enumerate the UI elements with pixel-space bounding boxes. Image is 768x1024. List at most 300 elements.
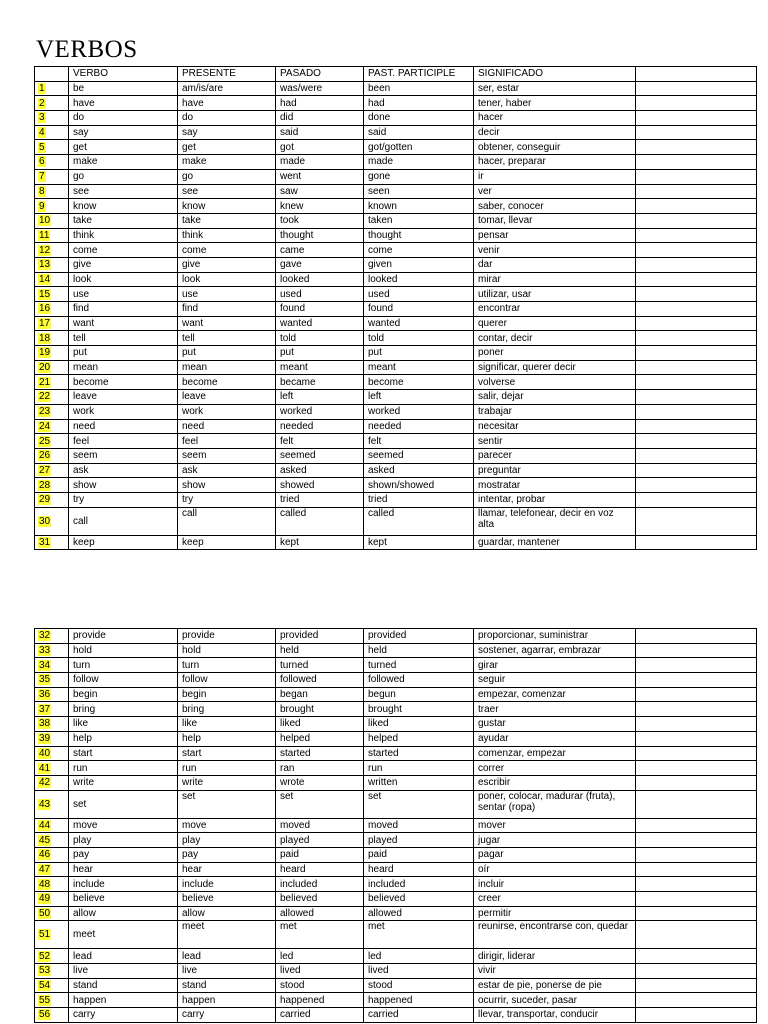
cell-past-participle: happened — [364, 993, 474, 1008]
cell-past: allowed — [276, 906, 364, 921]
cell-present: allow — [178, 906, 276, 921]
cell-present: turn — [178, 658, 276, 673]
cell-past-participle: given — [364, 257, 474, 272]
cell-past-participle: looked — [364, 272, 474, 287]
cell-past: played — [276, 833, 364, 848]
row-number-highlight: 27 — [39, 464, 51, 476]
table-row — [35, 287, 757, 302]
cell-verb: find — [69, 302, 178, 317]
cell-present: bring — [178, 702, 276, 717]
cell-past: used — [276, 287, 364, 302]
cell-past-participle: told — [364, 331, 474, 346]
cell-past-participle: gone — [364, 169, 474, 184]
cell-past: seemed — [276, 448, 364, 463]
cell-extra — [636, 790, 757, 818]
cell-extra — [636, 862, 757, 877]
cell-present: seem — [178, 448, 276, 463]
cell-verb: hold — [69, 643, 178, 658]
cell-verb: show — [69, 478, 178, 493]
cell-past: looked — [276, 272, 364, 287]
row-number-highlight: 53 — [39, 965, 51, 977]
cell-extra — [636, 213, 757, 228]
cell-meaning: jugar — [474, 833, 636, 848]
cell-past-participle: seemed — [364, 448, 474, 463]
table-row — [35, 790, 757, 818]
cell-extra — [636, 964, 757, 979]
cell-past: left — [276, 390, 364, 405]
cell-extra — [636, 434, 757, 449]
cell-extra — [636, 331, 757, 346]
cell-extra — [636, 761, 757, 776]
cell-past: needed — [276, 419, 364, 434]
cell-past: asked — [276, 463, 364, 478]
cell-present: take — [178, 213, 276, 228]
cell-present: provide — [178, 629, 276, 644]
table-row — [35, 978, 757, 993]
row-number-highlight: 38 — [39, 718, 51, 730]
cell-present: ask — [178, 463, 276, 478]
table-row — [35, 492, 757, 507]
cell-extra — [636, 184, 757, 199]
table-row — [35, 448, 757, 463]
cell-meaning: volverse — [474, 375, 636, 390]
cell-row-number — [35, 111, 69, 126]
row-number-highlight: 48 — [39, 878, 51, 890]
cell-row-number — [35, 419, 69, 434]
cell-past: heard — [276, 862, 364, 877]
cell-present: stand — [178, 978, 276, 993]
cell-present: start — [178, 746, 276, 761]
cell-verb: set — [69, 790, 178, 818]
cell-meaning: sentir — [474, 434, 636, 449]
cell-extra — [636, 847, 757, 862]
cell-past: wanted — [276, 316, 364, 331]
cell-meaning: contar, decir — [474, 331, 636, 346]
cell-meaning: guardar, mantener — [474, 535, 636, 550]
cell-row-number — [35, 302, 69, 317]
cell-present: follow — [178, 673, 276, 688]
cell-verb: hear — [69, 862, 178, 877]
cell-row-number — [35, 346, 69, 361]
cell-meaning: preguntar — [474, 463, 636, 478]
cell-present: get — [178, 140, 276, 155]
cell-past-participle: helped — [364, 731, 474, 746]
cell-past: said — [276, 125, 364, 140]
cell-verb: come — [69, 243, 178, 258]
cell-past: came — [276, 243, 364, 258]
table-row — [35, 375, 757, 390]
cell-row-number — [35, 448, 69, 463]
cell-past: went — [276, 169, 364, 184]
cell-verb: go — [69, 169, 178, 184]
table-row — [35, 419, 757, 434]
cell-verb: allow — [69, 906, 178, 921]
cell-meaning: decir — [474, 125, 636, 140]
cell-present: use — [178, 287, 276, 302]
cell-past: met — [276, 921, 364, 949]
cell-row-number — [35, 463, 69, 478]
cell-past: meant — [276, 360, 364, 375]
cell-row-number — [35, 228, 69, 243]
row-number-highlight: 15 — [39, 288, 51, 300]
cell-row-number — [35, 847, 69, 862]
cell-row-number — [35, 673, 69, 688]
cell-verb: get — [69, 140, 178, 155]
cell-verb: know — [69, 199, 178, 214]
cell-meaning: hacer, preparar — [474, 155, 636, 170]
row-number-highlight: 52 — [39, 950, 51, 962]
table-row — [35, 921, 757, 949]
row-number-highlight: 20 — [39, 362, 51, 374]
cell-past: called — [276, 507, 364, 535]
verbs-table-1 — [34, 66, 757, 550]
cell-past-participle: said — [364, 125, 474, 140]
row-number-highlight: 40 — [39, 747, 51, 759]
row-number-highlight: 10 — [39, 215, 51, 227]
cell-verb: stand — [69, 978, 178, 993]
cell-meaning: reunirse, encontrarse con, quedar — [474, 921, 636, 949]
cell-past-participle: started — [364, 746, 474, 761]
cell-extra — [636, 775, 757, 790]
cell-present: come — [178, 243, 276, 258]
cell-past: had — [276, 96, 364, 111]
cell-past: got — [276, 140, 364, 155]
cell-meaning: poner, colocar, madurar (fruta), sentar (ropa) — [474, 790, 636, 818]
cell-row-number — [35, 643, 69, 658]
cell-present: work — [178, 404, 276, 419]
cell-extra — [636, 463, 757, 478]
cell-present: like — [178, 717, 276, 732]
row-number-highlight: 5 — [39, 141, 45, 153]
cell-row-number — [35, 978, 69, 993]
row-number-highlight: 47 — [39, 863, 51, 875]
row-number-highlight: 21 — [39, 376, 51, 388]
cell-past: showed — [276, 478, 364, 493]
cell-past-participle: begun — [364, 687, 474, 702]
cell-row-number — [35, 434, 69, 449]
cell-past: held — [276, 643, 364, 658]
table-row — [35, 302, 757, 317]
cell-past-participle: tried — [364, 492, 474, 507]
cell-row-number — [35, 818, 69, 833]
row-number-highlight: 25 — [39, 435, 51, 447]
cell-meaning: poner — [474, 346, 636, 361]
cell-meaning: traer — [474, 702, 636, 717]
row-number-highlight: 9 — [39, 200, 45, 212]
cell-meaning: sostener, agarrar, embrazar — [474, 643, 636, 658]
cell-verb: look — [69, 272, 178, 287]
cell-extra — [636, 81, 757, 96]
row-number-highlight: 7 — [39, 171, 45, 183]
cell-present: keep — [178, 535, 276, 550]
row-number-highlight: 51 — [39, 929, 51, 941]
cell-row-number — [35, 1008, 69, 1023]
cell-past: included — [276, 877, 364, 892]
cell-verb: carry — [69, 1008, 178, 1023]
table-row — [35, 155, 757, 170]
cell-extra — [636, 375, 757, 390]
cell-verb: become — [69, 375, 178, 390]
table-row — [35, 111, 757, 126]
cell-past: helped — [276, 731, 364, 746]
cell-meaning: necesitar — [474, 419, 636, 434]
cell-meaning: mostratar — [474, 478, 636, 493]
table-row — [35, 673, 757, 688]
cell-verb: call — [69, 507, 178, 535]
cell-row-number — [35, 687, 69, 702]
cell-meaning: encontrar — [474, 302, 636, 317]
row-number-highlight: 26 — [39, 450, 51, 462]
table-row — [35, 463, 757, 478]
table-header-row — [35, 67, 757, 82]
row-number-highlight: 46 — [39, 849, 51, 861]
cell-past-participle: led — [364, 949, 474, 964]
table-row — [35, 775, 757, 790]
cell-meaning: proporcionar, suministrar — [474, 629, 636, 644]
verbs-table-2 — [34, 628, 757, 1023]
cell-present: set — [178, 790, 276, 818]
cell-meaning: tener, haber — [474, 96, 636, 111]
cell-extra — [636, 629, 757, 644]
cell-present: pay — [178, 847, 276, 862]
cell-present: call — [178, 507, 276, 535]
cell-row-number — [35, 492, 69, 507]
cell-meaning: estar de pie, ponerse de pie — [474, 978, 636, 993]
cell-past-participle: thought — [364, 228, 474, 243]
cell-extra — [636, 643, 757, 658]
cell-present: make — [178, 155, 276, 170]
row-number-highlight: 11 — [39, 229, 50, 241]
document-title: VERBOS — [36, 36, 138, 63]
cell-present: happen — [178, 993, 276, 1008]
row-number-highlight: 12 — [39, 244, 51, 256]
cell-row-number — [35, 906, 69, 921]
cell-past-participle: stood — [364, 978, 474, 993]
row-number-highlight: 17 — [39, 318, 51, 330]
cell-present: help — [178, 731, 276, 746]
row-number-highlight: 31 — [39, 536, 51, 548]
cell-row-number — [35, 478, 69, 493]
cell-row-number — [35, 140, 69, 155]
table-row — [35, 478, 757, 493]
cell-verb: help — [69, 731, 178, 746]
cell-past: turned — [276, 658, 364, 673]
cell-verb: feel — [69, 434, 178, 449]
cell-extra — [636, 906, 757, 921]
cell-past-participle: brought — [364, 702, 474, 717]
cell-meaning: seguir — [474, 673, 636, 688]
row-number-highlight: 8 — [39, 185, 45, 197]
cell-extra — [636, 746, 757, 761]
cell-meaning: mirar — [474, 272, 636, 287]
cell-past-participle: set — [364, 790, 474, 818]
cell-extra — [636, 199, 757, 214]
cell-present: hear — [178, 862, 276, 877]
table-row — [35, 643, 757, 658]
cell-extra — [636, 877, 757, 892]
cell-extra — [636, 287, 757, 302]
row-number-highlight: 13 — [39, 259, 51, 271]
cell-past: put — [276, 346, 364, 361]
row-number-highlight: 4 — [39, 127, 45, 139]
table-row — [35, 331, 757, 346]
row-number-highlight: 35 — [39, 674, 51, 686]
cell-extra — [636, 302, 757, 317]
cell-verb: leave — [69, 390, 178, 405]
table-row — [35, 169, 757, 184]
cell-extra — [636, 125, 757, 140]
row-number-highlight: 24 — [39, 420, 51, 432]
cell-extra — [636, 243, 757, 258]
cell-past-participle: needed — [364, 419, 474, 434]
row-number-highlight: 30 — [39, 515, 51, 527]
cell-past-participle: liked — [364, 717, 474, 732]
cell-past-participle: known — [364, 199, 474, 214]
cell-verb: like — [69, 717, 178, 732]
row-number-highlight: 37 — [39, 703, 51, 715]
cell-present: give — [178, 257, 276, 272]
cell-row-number — [35, 375, 69, 390]
cell-past: carried — [276, 1008, 364, 1023]
cell-meaning: significar, querer decir — [474, 360, 636, 375]
cell-row-number — [35, 949, 69, 964]
cell-present: begin — [178, 687, 276, 702]
header-extra — [636, 67, 757, 82]
cell-row-number — [35, 717, 69, 732]
cell-meaning: hacer — [474, 111, 636, 126]
cell-meaning: utilizar, usar — [474, 287, 636, 302]
table-row — [35, 833, 757, 848]
cell-extra — [636, 346, 757, 361]
cell-meaning: llamar, telefonear, decir en voz alta — [474, 507, 636, 535]
row-number-highlight: 18 — [39, 332, 51, 344]
cell-extra — [636, 111, 757, 126]
cell-row-number — [35, 629, 69, 644]
cell-verb: ask — [69, 463, 178, 478]
cell-meaning: mover — [474, 818, 636, 833]
cell-present: show — [178, 478, 276, 493]
cell-verb: take — [69, 213, 178, 228]
table-row — [35, 949, 757, 964]
cell-extra — [636, 731, 757, 746]
cell-present: know — [178, 199, 276, 214]
cell-verb: follow — [69, 673, 178, 688]
cell-past-participle: allowed — [364, 906, 474, 921]
cell-extra — [636, 96, 757, 111]
row-number-highlight: 49 — [39, 893, 51, 905]
table-row — [35, 761, 757, 776]
table-row — [35, 717, 757, 732]
table-row — [35, 434, 757, 449]
cell-past-participle: used — [364, 287, 474, 302]
cell-present: tell — [178, 331, 276, 346]
row-number-highlight: 33 — [39, 645, 51, 657]
cell-present: hold — [178, 643, 276, 658]
table-row — [35, 140, 757, 155]
cell-present: include — [178, 877, 276, 892]
cell-verb: happen — [69, 993, 178, 1008]
cell-past: made — [276, 155, 364, 170]
cell-past: set — [276, 790, 364, 818]
table-row — [35, 818, 757, 833]
table-row — [35, 535, 757, 550]
row-number-highlight: 19 — [39, 347, 51, 359]
cell-past: brought — [276, 702, 364, 717]
cell-meaning: venir — [474, 243, 636, 258]
header-present: PRESENTE — [178, 67, 276, 82]
cell-past: paid — [276, 847, 364, 862]
cell-past: provided — [276, 629, 364, 644]
cell-past: gave — [276, 257, 364, 272]
cell-extra — [636, 478, 757, 493]
cell-past: became — [276, 375, 364, 390]
cell-meaning: salir, dejar — [474, 390, 636, 405]
cell-extra — [636, 921, 757, 949]
cell-row-number — [35, 775, 69, 790]
cell-past-participle: paid — [364, 847, 474, 862]
row-number-highlight: 32 — [39, 630, 51, 642]
cell-present: run — [178, 761, 276, 776]
table-row — [35, 1008, 757, 1023]
row-number-highlight: 16 — [39, 303, 51, 315]
cell-extra — [636, 448, 757, 463]
cell-extra — [636, 140, 757, 155]
cell-meaning: vivir — [474, 964, 636, 979]
cell-past: saw — [276, 184, 364, 199]
cell-past-participle: turned — [364, 658, 474, 673]
cell-past-participle: believed — [364, 892, 474, 907]
cell-extra — [636, 360, 757, 375]
cell-past: thought — [276, 228, 364, 243]
row-number-highlight: 36 — [39, 689, 51, 701]
cell-extra — [636, 272, 757, 287]
cell-extra — [636, 658, 757, 673]
cell-row-number — [35, 507, 69, 535]
cell-past: moved — [276, 818, 364, 833]
cell-past: led — [276, 949, 364, 964]
header-row-number — [35, 67, 69, 82]
cell-row-number — [35, 921, 69, 949]
cell-present: want — [178, 316, 276, 331]
cell-verb: try — [69, 492, 178, 507]
cell-extra — [636, 818, 757, 833]
table-row — [35, 731, 757, 746]
cell-meaning: ocurrir, suceder, pasar — [474, 993, 636, 1008]
table-row — [35, 213, 757, 228]
table-row — [35, 507, 757, 535]
cell-row-number — [35, 169, 69, 184]
cell-past-participle: done — [364, 111, 474, 126]
cell-past: believed — [276, 892, 364, 907]
cell-past-participle: called — [364, 507, 474, 535]
cell-extra — [636, 892, 757, 907]
row-number-highlight: 45 — [39, 834, 51, 846]
cell-meaning: pensar — [474, 228, 636, 243]
cell-past: told — [276, 331, 364, 346]
cell-meaning: oír — [474, 862, 636, 877]
cell-past: felt — [276, 434, 364, 449]
cell-extra — [636, 404, 757, 419]
table-row — [35, 125, 757, 140]
cell-row-number — [35, 731, 69, 746]
cell-past-participle: become — [364, 375, 474, 390]
cell-verb: work — [69, 404, 178, 419]
cell-verb: start — [69, 746, 178, 761]
cell-row-number — [35, 316, 69, 331]
cell-past: began — [276, 687, 364, 702]
cell-past-participle: been — [364, 81, 474, 96]
table-row — [35, 199, 757, 214]
